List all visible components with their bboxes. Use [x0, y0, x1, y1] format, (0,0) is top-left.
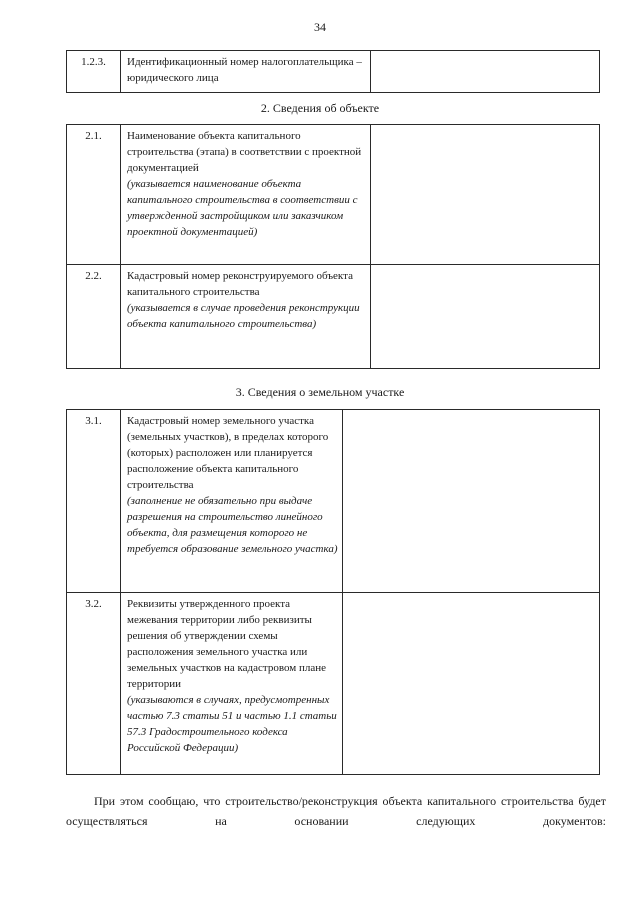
row-number: 3.2.: [67, 593, 121, 775]
section-1-table: [66, 50, 600, 93]
section-3-heading: 3. Сведения о земельном участке: [235, 385, 405, 399]
row-note: (заполнение не обязательно при выдаче разрешения на строительство линейного объекта, для размещения которого не требуется образование земельного участка): [127, 495, 338, 555]
row-note: (указывается в случае проведения реконструкции объекта капитального строительства): [127, 302, 360, 330]
table-row: [67, 51, 600, 93]
row-label: Идентификационный номер налогоплательщика – юридического лица: [127, 56, 362, 84]
table-row: [67, 410, 600, 593]
row-label-cell: [121, 125, 371, 265]
row-label: Кадастровый номер реконструируемого объекта капитального строительства: [127, 270, 353, 298]
section-2-table: [66, 124, 600, 369]
table-row: [67, 265, 600, 369]
row-number: 3.1.: [67, 410, 121, 593]
row-note: (указываются в случаях, предусмотренных частью 7.3 статьи 51 и частью 1.1 статьи 57.3 Градостроительного кодекса Российской Федерации): [127, 694, 337, 754]
row-label-cell: [121, 593, 343, 775]
table-row: [67, 593, 600, 775]
row-number: 2.1.: [67, 125, 121, 265]
row-number: 2.2.: [67, 265, 121, 369]
row-label-cell: [121, 265, 371, 369]
section-2-heading: 2. Сведения об объекте: [260, 101, 380, 115]
row-value-field[interactable]: [343, 410, 600, 593]
row-number: 1.2.3.: [67, 51, 121, 93]
row-value-field[interactable]: [371, 125, 600, 265]
row-value-field[interactable]: [371, 51, 600, 93]
row-label: Кадастровый номер земельного участка (земельных участков), в пределах которого (которых) расположен или планируется расположение объекта капитального строительства: [127, 415, 329, 491]
page-number: 34: [314, 20, 326, 34]
row-value-field[interactable]: [371, 265, 600, 369]
section-3-table: [66, 409, 600, 775]
row-value-field[interactable]: [343, 593, 600, 775]
row-label: Наименование объекта капитального строительства (этапа) в соответствии с проектной документацией: [127, 130, 362, 174]
row-label: Реквизиты утвержденного проекта межевания территории либо реквизиты решения об утверждении схемы расположения земельного участка или земельных участков на кадастровом плане территории: [127, 598, 326, 690]
closing-paragraph: При этом сообщаю, что строительство/реконструкция объекта капитального строительства будет осуществляться на основании следующих документов:: [66, 794, 606, 828]
row-label-cell: [121, 51, 371, 93]
row-label-cell: [121, 410, 343, 593]
table-row: [67, 125, 600, 265]
row-note: (указывается наименование объекта капитального строительства в соответствии с утвержденной застройщиком или заказчиком проектной документацией): [127, 178, 358, 238]
